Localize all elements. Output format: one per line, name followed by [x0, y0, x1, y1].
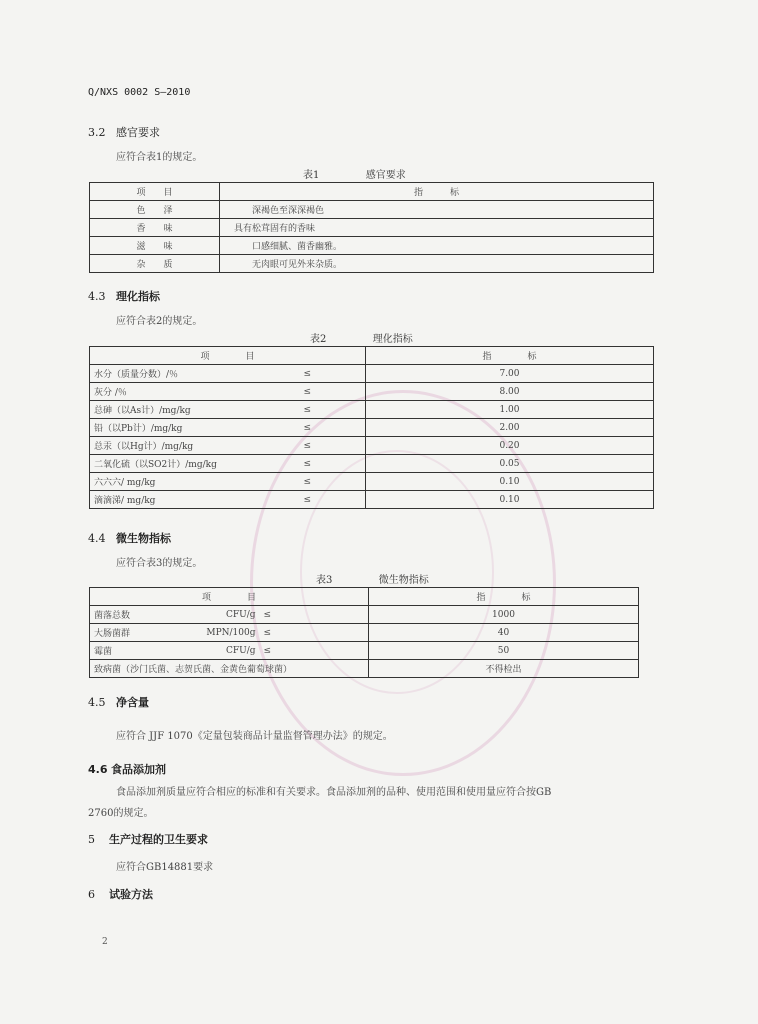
table3-caption — [316, 571, 429, 586]
table-header-cell: 指 标 — [369, 588, 639, 606]
section-title: 食品添加剂 — [111, 763, 166, 776]
table-cell: 滋 味 — [90, 237, 220, 255]
section-number: 6 — [88, 888, 95, 901]
table-row — [90, 365, 654, 383]
section-6-heading — [88, 886, 153, 902]
table-cell: 不得检出 — [369, 660, 639, 678]
table-cell: 1000 — [369, 606, 639, 624]
table-cell: 具有松茸固有的香味 — [220, 219, 654, 237]
section-4-6-heading — [88, 761, 166, 777]
section-5-heading — [88, 831, 208, 847]
table1-sensory — [89, 182, 654, 273]
table-row — [90, 491, 654, 509]
table-header-cell: 项 目 — [90, 347, 366, 365]
table-row — [90, 473, 654, 491]
section-title: 生产过程的卫生要求 — [109, 833, 208, 846]
section-3-2-intro: 应符合表1的规定。 — [116, 152, 203, 163]
table-cell: 二氧化硫（以SO2计）/mg/kg — [90, 455, 300, 473]
table1-caption — [303, 166, 406, 181]
section-title: 理化指标 — [116, 290, 160, 303]
table-cell: 滴滴涕/ mg/kg — [90, 491, 300, 509]
section-4-4-heading — [88, 530, 171, 546]
table-row — [90, 255, 654, 273]
le-sign: ≤ — [300, 437, 366, 455]
table-cell: 色 泽 — [90, 201, 220, 219]
table-cell: 水分（质量分数）/％ — [90, 365, 300, 383]
le-sign: ≤ — [300, 365, 366, 383]
table-cell: 总砷（以As计）/mg/kg — [90, 401, 300, 419]
table-number: 表3 — [316, 575, 333, 586]
table-number: 表2 — [310, 334, 327, 345]
section-4-3-heading — [88, 288, 160, 304]
table-cell: 菌落总数 — [90, 606, 170, 624]
section-4-5-text: 应符合 JJF 1070《定量包装商品计量监督管理办法》的规定。 — [116, 731, 393, 742]
table-header-cell: 指 标 — [366, 347, 654, 365]
table-header-row — [90, 183, 654, 201]
table-row — [90, 219, 654, 237]
section-title: 试验方法 — [109, 888, 153, 901]
table-cell: 2.00 — [366, 419, 654, 437]
table-title: 感官要求 — [365, 170, 406, 181]
section-4-5-heading — [88, 694, 149, 710]
le-sign: ≤ — [300, 383, 366, 401]
section-title: 净含量 — [116, 696, 149, 709]
table-row — [90, 237, 654, 255]
table-cell: 8.00 — [366, 383, 654, 401]
section-number: 4.3 — [88, 290, 106, 303]
table-row — [90, 437, 654, 455]
table-header-row — [90, 588, 639, 606]
le-sign: ≤ — [260, 606, 369, 624]
table-cell: 六六六/ mg/kg — [90, 473, 300, 491]
section-number: 5 — [88, 833, 95, 846]
table-cell: 7.00 — [366, 365, 654, 383]
table-cell: 无肉眼可见外来杂质。 — [220, 255, 654, 273]
table-row — [90, 606, 639, 624]
table-number: 表1 — [303, 170, 320, 181]
table2-caption — [310, 330, 413, 345]
table-row — [90, 455, 654, 473]
le-sign: ≤ — [300, 473, 366, 491]
table-title: 理化指标 — [372, 334, 413, 345]
table-cell: 0.10 — [366, 473, 654, 491]
unit-cell: MPN/100g — [170, 624, 260, 642]
section-4-6-text-line2: 2760的规定。 — [88, 808, 154, 819]
table-cell: 1.00 — [366, 401, 654, 419]
table-header-cell: 项 目 — [90, 183, 220, 201]
table-cell: 铅（以Pb计）/mg/kg — [90, 419, 300, 437]
table-title: 微生物指标 — [378, 575, 429, 586]
section-title: 感官要求 — [116, 126, 160, 139]
table-row — [90, 624, 639, 642]
table-header-cell: 项 目 — [90, 588, 369, 606]
table-cell: 霉菌 — [90, 642, 170, 660]
table-cell: 深褐色至深深褐色 — [220, 201, 654, 219]
le-sign: ≤ — [300, 419, 366, 437]
le-sign: ≤ — [300, 455, 366, 473]
le-sign: ≤ — [300, 401, 366, 419]
section-title: 微生物指标 — [116, 532, 171, 545]
section-4-3-intro: 应符合表2的规定。 — [116, 316, 203, 327]
section-5-text: 应符合GB14881要求 — [116, 862, 214, 873]
table3-microbiological — [89, 587, 639, 678]
le-sign: ≤ — [260, 642, 369, 660]
section-3-2-heading — [88, 124, 160, 140]
table-cell: 50 — [369, 642, 639, 660]
table-row — [90, 419, 654, 437]
table-cell: 0.05 — [366, 455, 654, 473]
table-cell: 40 — [369, 624, 639, 642]
table-cell: 香 味 — [90, 219, 220, 237]
section-number: 4.5 — [88, 696, 106, 709]
standard-code: Q/NXS 0002 S—2010 — [88, 87, 191, 98]
section-number: 4.4 — [88, 532, 106, 545]
table-cell: 0.20 — [366, 437, 654, 455]
table-cell: 杂 质 — [90, 255, 220, 273]
table-cell: 大肠菌群 — [90, 624, 170, 642]
table-row — [90, 660, 639, 678]
table-cell: 口感细腻、菌香幽雅。 — [220, 237, 654, 255]
table-row — [90, 383, 654, 401]
page-number: 2 — [102, 937, 108, 947]
table-row — [90, 642, 639, 660]
le-sign: ≤ — [300, 491, 366, 509]
table-cell: 总汞（以Hg计）/mg/kg — [90, 437, 300, 455]
section-number: 4.6 — [88, 763, 108, 776]
table2-physicochemical — [89, 346, 654, 509]
unit-cell: CFU/g — [170, 642, 260, 660]
table-header-cell: 指 标 — [220, 183, 654, 201]
table-row — [90, 401, 654, 419]
le-sign: ≤ — [260, 624, 369, 642]
table-row — [90, 201, 654, 219]
table-cell: 致病菌（沙门氏菌、志贺氏菌、金黄色葡萄球菌） — [90, 660, 369, 678]
section-number: 3.2 — [88, 126, 106, 139]
section-4-6-text-line1: 食品添加剂质量应符合相应的标准和有关要求。食品添加剂的品种、使用范围和使用量应符合按GB — [116, 787, 552, 798]
table-header-row — [90, 347, 654, 365]
section-4-4-intro: 应符合表3的规定。 — [116, 558, 203, 569]
table-cell: 0.10 — [366, 491, 654, 509]
unit-cell: CFU/g — [170, 606, 260, 624]
table-cell: 灰分 /％ — [90, 383, 300, 401]
